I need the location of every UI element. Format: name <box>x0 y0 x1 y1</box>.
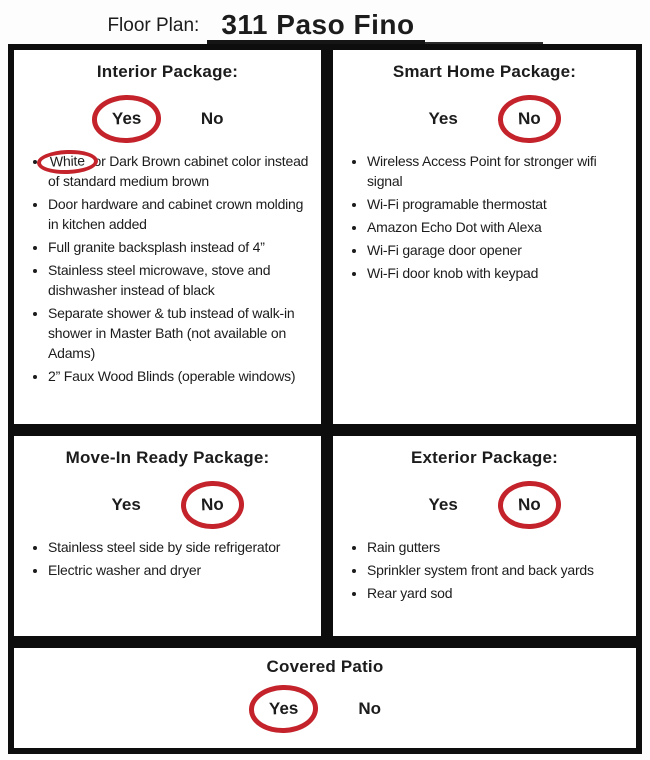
list-item: • Rain gutters <box>367 537 626 557</box>
package-item-list <box>24 151 311 386</box>
yes-choice: Yes <box>111 495 141 514</box>
yes-choice: Yes <box>428 495 458 514</box>
yes-no-row <box>24 481 311 529</box>
list-item: • Amazon Echo Dot with Alexa <box>367 217 626 237</box>
list-item: • Wireless Access Point for stronger wifi signal <box>367 151 626 191</box>
list-item: • Wi-Fi garage door opener <box>367 240 626 260</box>
no-choice: No <box>497 480 561 530</box>
exterior-package-box <box>327 430 642 642</box>
no-choice: No <box>180 480 244 530</box>
interior-package-box <box>8 44 327 430</box>
list-item: • Wi-Fi programable thermostat <box>367 194 626 214</box>
package-item-list <box>24 537 311 580</box>
yes-no-row <box>24 95 311 143</box>
underline-extension <box>425 14 543 44</box>
no-choice: No <box>497 94 561 144</box>
list-item: • Stainless steel microwave, stove and dishwasher instead of black <box>48 260 311 300</box>
floor-plan-value: 311 Paso Fino <box>207 10 424 44</box>
smart-home-package-box <box>327 44 642 430</box>
no-choice: No <box>358 699 381 718</box>
options-sheet <box>8 44 642 754</box>
list-item: • Rear yard sod <box>367 583 626 603</box>
yes-no-row <box>24 685 626 733</box>
yes-no-row <box>343 481 626 529</box>
package-item-list <box>343 151 626 283</box>
row-bottom <box>8 642 642 754</box>
row-top <box>8 44 642 430</box>
yes-choice: Yes <box>248 684 319 734</box>
floor-plan-header <box>0 0 650 44</box>
package-title: Exterior Package: <box>410 448 559 467</box>
package-title: Move-In Ready Package: <box>65 448 270 467</box>
list-item: • Wi-Fi door knob with keypad <box>367 263 626 283</box>
package-title: Smart Home Package: <box>392 62 577 81</box>
floor-plan-label: Floor Plan: <box>107 15 200 36</box>
covered-patio-box <box>8 642 642 754</box>
list-item: • Sprinkler system front and back yards <box>367 560 626 580</box>
yes-choice: Yes <box>91 94 162 144</box>
yes-no-row <box>343 95 626 143</box>
list-item: • Separate shower & tub instead of walk-in shower in Master Bath (not available on Adams) <box>48 303 311 363</box>
package-title: Covered Patio <box>266 657 384 676</box>
circled-word: White <box>37 148 99 174</box>
row-middle <box>8 430 642 642</box>
list-item: • Stainless steel side by side refrigerator <box>48 537 311 557</box>
list-item: • Door hardware and cabinet crown molding in kitchen added <box>48 194 311 234</box>
list-item: • Full granite backsplash instead of 4” <box>48 237 311 257</box>
yes-choice: Yes <box>428 109 458 128</box>
package-item-list <box>343 537 626 603</box>
list-item: • White or Dark Brown cabinet color instead of standard medium brown <box>48 151 311 191</box>
no-choice: No <box>200 109 224 128</box>
list-item: • Electric washer and dryer <box>48 560 311 580</box>
list-item: • 2” Faux Wood Blinds (operable windows) <box>48 366 311 386</box>
move-in-ready-package-box <box>8 430 327 642</box>
package-title: Interior Package: <box>96 62 239 81</box>
